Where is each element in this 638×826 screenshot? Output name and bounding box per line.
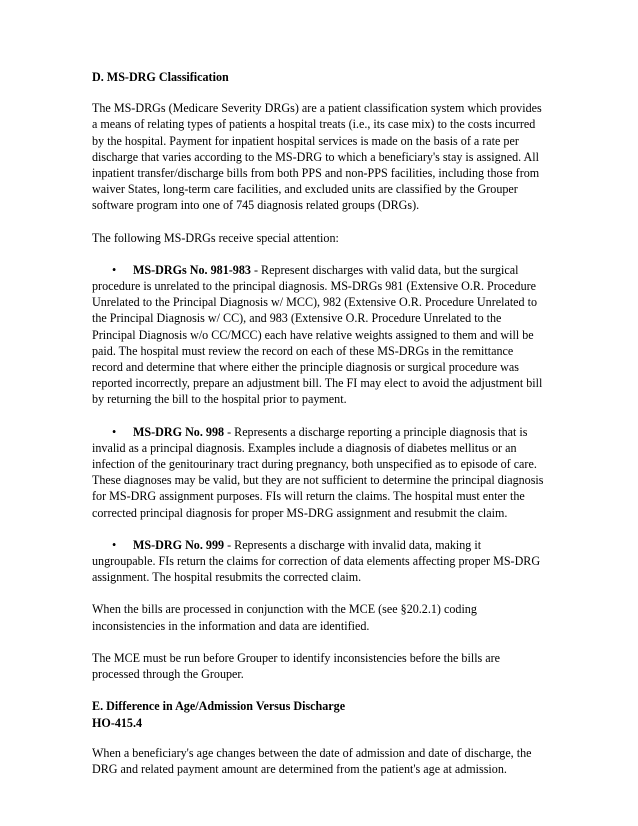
bullet-item-999 [92,537,547,586]
section-e-body: When a beneficiary's age changes between the date of admission and date of discharge, the DRG and related payment amount are determined from the patient's age at admission. [92,745,532,776]
bullet-icon: • [112,262,117,277]
bullet-item-998 [92,424,547,521]
bullet-text: - Represents a discharge reporting a principle diagnosis that is invalid as a principal diagnosis. Examples include a diagnosis of diabetes mellitus or an infection of the genitourinary tract during pregnancy, both unspecified as to episode of care. These diagnoses may be valid, but they are not sufficient to determine the principal diagnosis for MS-DRG assignment purposes. FIs will return the claims. The hospital must enter the corrected principal diagnosis for proper MS-DRG assignment and resubmit the claim. [92,424,544,520]
section-e-heading [92,698,547,730]
section-e-reference: HO-415.4 [92,715,143,730]
bullet-icon: • [112,424,117,439]
mce-paragraph-2: The MCE must be run before Grouper to identify inconsistencies before the bills are processed through the Grouper. [92,650,501,682]
section-d-intro: The MS-DRGs (Medicare Severity DRGs) are a patient classification system which provides a means of relating types of patients a hospital treats (i.e., its case mix) to the costs incurred by the hospital. Payment for inpatient hospital services is made on the basis of a rate per discharge that varies according to the MS-DRG to which a beneficiary's stay is assigned. All inpatient transfer/discharge bills from both PPS and non-PPS facilities, including those from waiver States, long-term care facilities, and excluded units are classified by the Grouper software program into one of 745 diagnosis related groups (DRGs). [92,101,542,213]
bullet-label: MS-DRGs No. 981-983 [133,262,251,277]
section-d-heading: D. MS-DRG Classification [92,70,229,84]
bullet-label: MS-DRG No. 998 [133,424,225,439]
bullet-label: MS-DRG No. 999 [133,537,225,552]
mce-paragraph-1: When the bills are processed in conjunction with the MCE (see §20.2.1) coding inconsistencies in the information and data are identified. [92,602,477,633]
document-page [92,69,547,793]
bullet-icon: • [112,537,117,552]
bullet-text: - Represents a discharge with invalid data, making it ungroupable. FIs return the claims for correction of data elements affecting proper MS-DRG assignment. The hospital resubmits the corrected claim. [92,537,541,585]
special-attention-lead-in: The following MS-DRGs receive special attention: [92,230,339,245]
bullet-item-981-983 [92,262,547,408]
section-e-title: E. Difference in Age/Admission Versus Discharge [92,699,346,714]
bullet-text: - Represent discharges with valid data, but the surgical procedure is unrelated to the principal diagnosis. MS-DRGs 981 (Extensive O.R. Procedure Unrelated to the Principal Diagnosis w/ MCC), 982 (Extensive O.R. Procedure Unrelated to the Principal Diagnosis w/ CC), and 983 (Extensive O.R. Procedure Unrelated to the Principal Diagnosis w/o CC/MCC) each have relative weights assigned to them and will be paid. The hospital must review the record on each of these MS-DRGs in the remittance record and determine that where either the principle diagnosis or surgical procedure was reported incorrectly, prepare an adjustment bill. The FI may elect to avoid the adjustment bill by returning the bill to the hospital prior to payment. [92,262,543,407]
